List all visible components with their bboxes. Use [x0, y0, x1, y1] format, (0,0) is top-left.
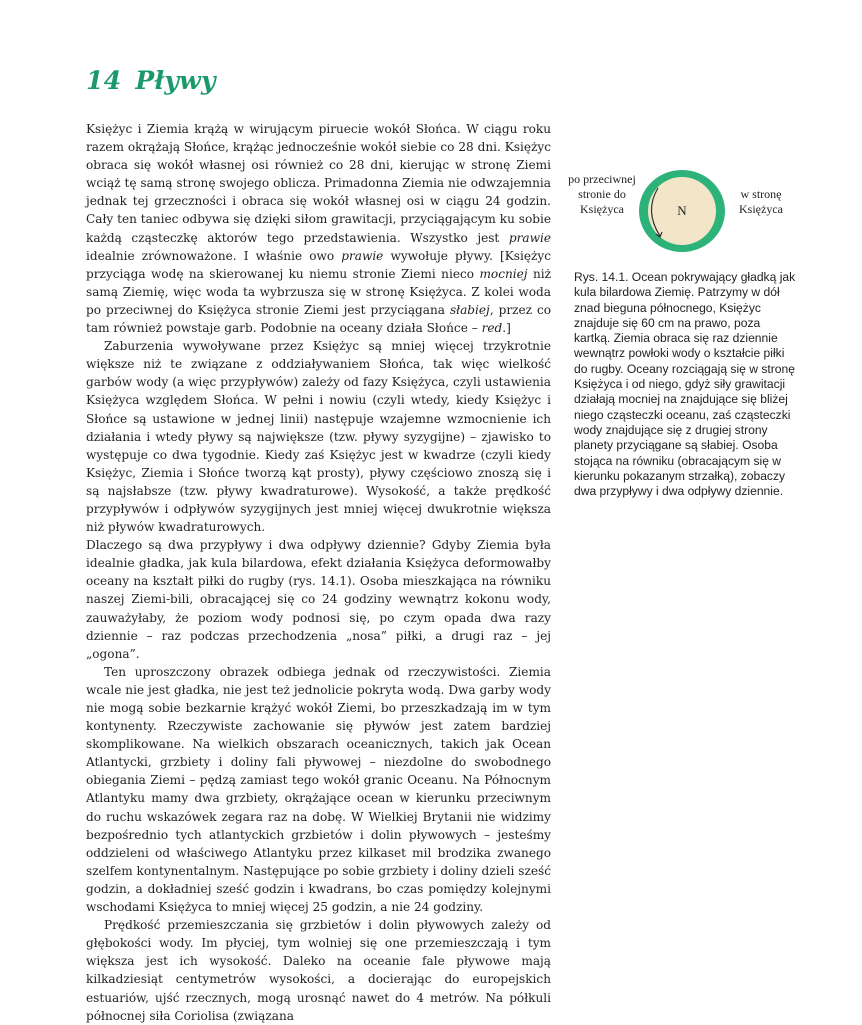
text-run: niż samą Ziemię, więc woda ta wybrzusza się w stronę Księżyca. Z kolei woda po przeciwnej do Księżyca stronie Ziemi jest przyciągana [86, 266, 551, 317]
paragraph-5: Prędkość przemieszczania się grzbietów i dolin pływowych zależy od głębokości wody. Im płyciej, tym wolniej się one przemieszczają i tym większa jest ich wysokość. Daleko na oceanie fale pływowe mają kilkadziesiąt centymetrów wysokości, a docierając do europejskich estuariów, ujść rzecznych, mogą urosnąć nawet do 4 metrów. Na półkuli północnej siła Coriolisa (związana [86, 918, 551, 1023]
paragraph-4: Ten uproszczony obrazek odbiega jednak od rzeczywistości. Ziemia wcale nie jest gładka, nie jest też jednolicie pokryta wodą. Dwa garby wody nie mogą sobie bezkarnie krążyć wokół Ziemi, bo przeszkadzają im w tym kontynenty. Rzeczywiste zachowanie się pływów jest zatem bardziej skomplikowane. Na wielkich obszarach oceanicznych, takich jak Ocean Atlantycki, grzbiety i doliny fali pływowej – niezdolne do swobodnego obiegania Ziemi – pędzą zamiast tego wokół granic Oceanu. Na Północnym Atlantyku mamy dwa grzbiety, okrążające ocean w kierunku przeciwnym do ruchu wskazówek zegara raz na dobę. W Wielkiej Brytanii nie widzimy bezpośrednio tych atlantyckich grzbietów i dolin pływowych – jesteśmy oddzieleni od właściwego Atlantyku przez kilkaset mil brodzika zwanego szelfem kontynentalnym. Następujące po sobie grzbiety i doliny dzieli sześć godzin, a dokładniej sześć godzin i kwadrans, bo czas pomiędzy kolejnymi wschodami Księżyca to mniej więcej 25 godzin, a nie 24 godziny. [86, 664, 551, 915]
figure-label-moon-side: w stronę Księżyca [739, 187, 783, 216]
emphasis: red [481, 321, 503, 336]
emphasis: słabiej [449, 302, 490, 317]
earth-ocean-diagram [634, 164, 730, 260]
north-label: N [677, 203, 687, 218]
chapter-number: 14 [86, 66, 122, 95]
figure-label-far-side: po przeciwnej stronie do Księżyca [568, 172, 636, 216]
emphasis: prawie [341, 248, 384, 263]
chapter-name: Pływy [135, 66, 216, 95]
text-run: idealnie zrównoważone. I właśnie owo [86, 248, 342, 263]
paragraph-3: Dlaczego są dwa przypływy i dwa odpływy dziennie? Gdyby Ziemia była idealnie gładka, jak kula bilardowa, efekt działania Księżyca deformowałby oceany na kształt piłki do rugby (rys. 14.1). Osoba mieszkająca na równiku naszej Ziemi-bili, obracającej się co 24 godziny wewnątrz kokonu wody, zauważyłaby, że poziom wody podnosi się, po czym opada dwa razy dziennie – raz podczas przechodzenia „nosa” piłki, a drugi raz – jej „ogona”. [86, 538, 551, 661]
paragraph-1 [86, 120, 551, 337]
body-text [86, 120, 551, 1025]
emphasis: prawie [508, 230, 551, 245]
figure-caption: Rys. 14.1. Ocean pokrywający gładką jak kula bilardowa Ziemię. Patrzymy w dół znad bieguna północnego, Księżyc znajduje się 60 cm na prawo, poza kartką. Ziemia obraca się raz dziennie wewnątrz powłoki wody o kształcie piłki do rugby. Oceany rozciągają się w stronę Księżyca i od niego, gdyż siły grawitacji działają mocniej na znajdujące się bliżej niego cząsteczki oceanu, zaś cząsteczki wody znajdujące się z drugiej strony planety przyciągane są słabiej. Osoba stojąca na równiku (obracającym się w kierunku pokazanym strzałką), zobaczy dwa przypływy i dwa odpływy dziennie. [574, 270, 796, 499]
text-run: wywołuje pływy. [Księżyc przyciąga wodę na skierowanej ku niemu stronie Ziemi nieco [86, 248, 551, 281]
emphasis: mocniej [479, 266, 528, 281]
paragraph-2: Zaburzenia wywoływane przez Księżyc są mniej więcej trzykrotnie większe niż te związane z oddziaływaniem Słońca, tak więc wielkość garbów wody (a więc przypływów) zależy od fazy Księżyca, czyli ustawienia Księżyca względem Słońca. W pełni i nowiu (czyli wtedy, kiedy Księżyc i Słońce są ustawione w jednej linii) następuje wzajemne wzmocnienie ich działania i wtedy pływy są największe (tzw. pływy syzygijne) – zjawisko to występuje co dwa tygodnie. Kiedy zaś Księżyc jest w kwadrze (czyli kiedy Księżyc, Ziemia i Słońce tworzą kąt prosty), pływy częściowo znoszą się i są najsłabsze (tzw. pływy kwadraturowe). Wysokość, a także prędkość przypływów i odpływów syzygijnych jest mniej więcej dwukrotnie większa niż pływów kwadraturowych. [86, 339, 551, 535]
figure-14-1 [568, 160, 793, 260]
text-run: , przez co tam również powstaje garb. Podobnie na oceany działa Słońce – [86, 302, 552, 336]
text-run: .] [502, 321, 511, 336]
chapter-title [86, 66, 216, 95]
text-run: Księżyc i Ziemia krążą w wirującym piruecie wokół Słońca. W ciągu roku razem okrążają Słońce, krążąc jednocześnie wokół siebie co 28 dni. Księżyc obraca się wokół własnej osi również co 28 dni, kierując w stronę Ziemi wciąż tę samą stronę swojego oblicza. Primadonna Ziemia nie odwzajemnia jednak tej grzeczności i obraca się wokół własnej osi w ciągu 24 godzin. Cały ten taniec odbywa się dzięki siłom grawitacji, przyciągającym ku sobie każdą cząsteczkę aktorów tego przedstawienia. Wszystko jest [86, 122, 551, 245]
